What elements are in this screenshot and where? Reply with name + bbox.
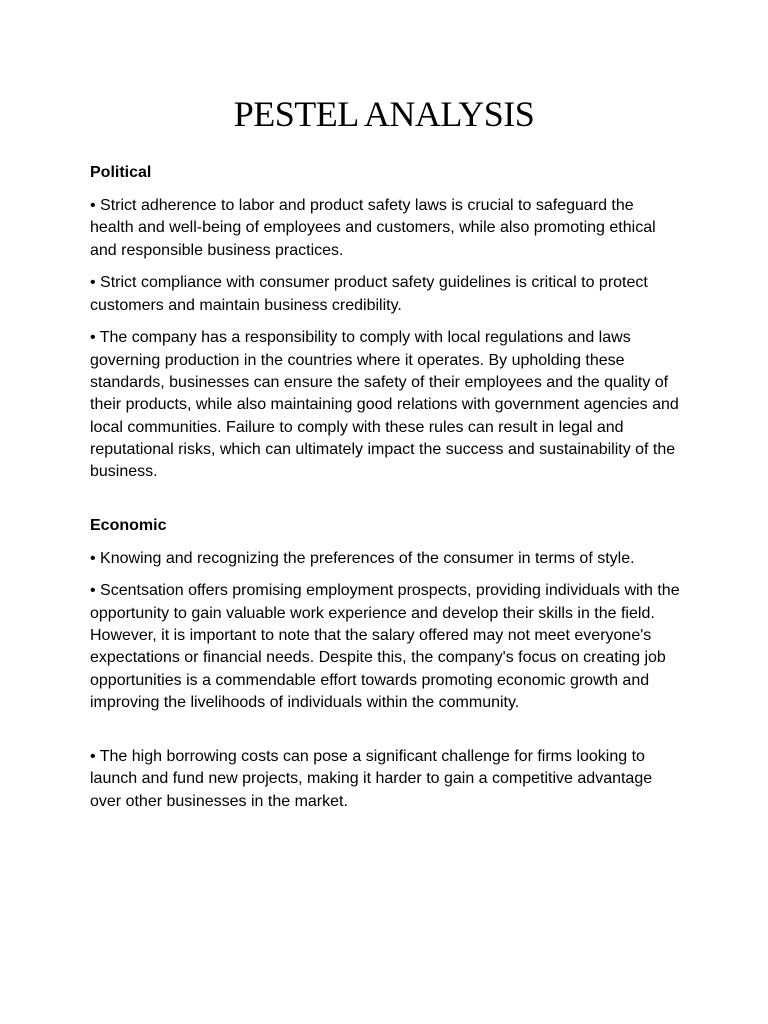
paragraph: • Knowing and recognizing the preferences of the consumer in terms of style.: [90, 549, 635, 567]
paragraph: • Strict compliance with consumer product safety guidelines is critical to protect customers and maintain business credibility.: [90, 274, 648, 314]
paragraph: • The company has a responsibility to comply with local regulations and laws governing production in the countries where it operates. By upholding these standards, businesses can ensure the safety of their employees and the quality of their products, while also maintaining good relations with government agencies and local communities. Failure to comply with these rules can result in legal and reputational risks, which can ultimately impact the success and sustainability of the business.: [90, 329, 679, 481]
section-political: [90, 162, 680, 484]
section-heading: Political: [90, 164, 152, 181]
paragraph: • Scentsation offers promising employment prospects, providing individuals with the opportunity to gain valuable work experience and develop their skills in the field. However, it is important to note that the salary offered may not meet everyone's expectations or financial needs. Despite this, the company's focus on creating job opportunities is a commendable effort towards promoting economic growth and improving the livelihoods of individuals within the community.: [90, 582, 680, 711]
document-body: [90, 162, 680, 824]
section-heading: Economic: [90, 516, 167, 534]
document-title: PESTEL ANALYSIS: [233, 94, 535, 134]
section-economic: [90, 515, 680, 813]
paragraph: • Strict adherence to labor and product safety laws is crucial to safeguard the health and well-being of employees and customers, while also promoting ethical and responsible business practices.: [90, 197, 656, 259]
paragraph: • The high borrowing costs can pose a significant challenge for firms looking to launch and fund new projects, making it harder to gain a competitive advantage over other businesses in the market.: [90, 748, 653, 810]
